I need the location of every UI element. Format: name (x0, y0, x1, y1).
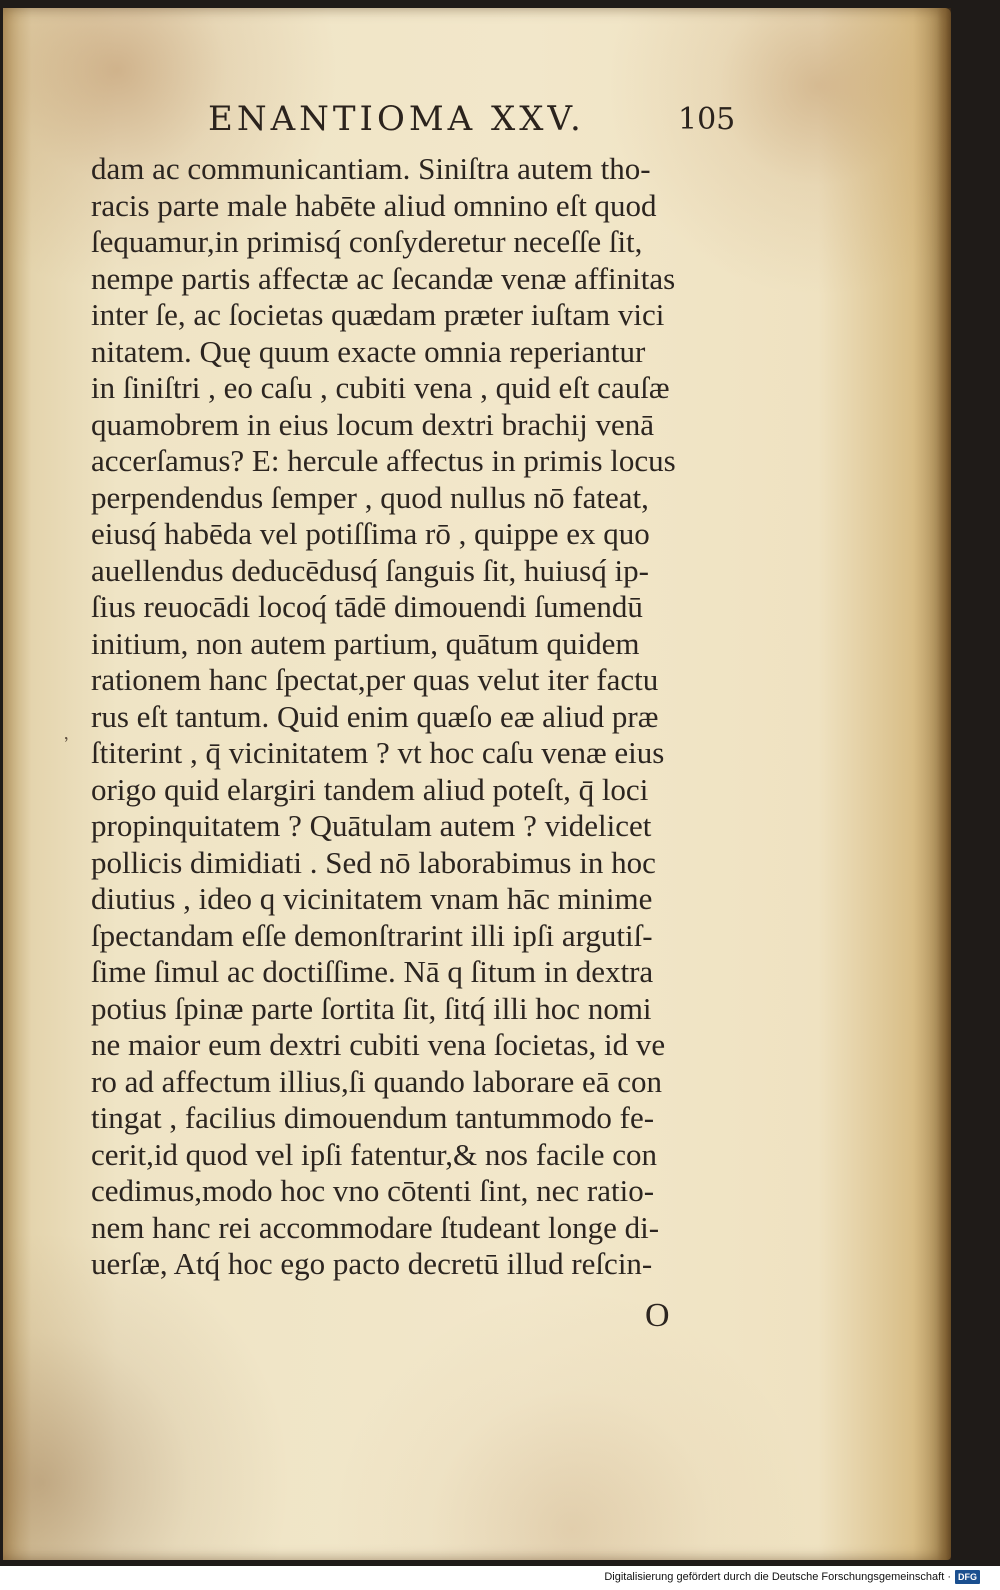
text-line-26: ro ad affectum illius,ſi quando laborare eā con (91, 1063, 662, 1099)
text-line-17: ſtiterint , q̄ vicinitatem ? vt hoc caſu venæ eius (91, 735, 665, 770)
text-line-19: propinquitatem ? Quātulam autem ? videlicet (91, 808, 652, 843)
text-line-24: potius ſpinæ parte ſortita ſit, ſitq́ illi hoc nomi (91, 990, 652, 1026)
text-line-3: ſequamur,in primisq́ conſyderetur neceſſe ſit, (91, 224, 643, 259)
digitization-credit: Digitalisierung gefördert durch die Deutsche Forschungsgemeinschaft · (604, 1571, 951, 1583)
digitization-footer (0, 1566, 1000, 1590)
text-line-7: in ſiniſtri , eo caſu , cubiti vena , quid eſt cauſæ (91, 370, 670, 405)
text-line-25: ne maior eum dextri cubiti vena ſocietas, id ve (91, 1027, 666, 1062)
catchword: O (645, 1297, 670, 1334)
text-line-14: initium, non autem partium, quātum quidem (91, 625, 640, 661)
text-line-18: origo quid elargiri tandem aliud poteſt, q̄ loci (91, 771, 649, 807)
text-line-15: rationem hanc ſpectat,per quas velut iter factu (91, 662, 659, 697)
dfg-logo-icon: DFG (955, 1570, 980, 1584)
text-line-30: nem hanc rei accommodare ſtudeant longe di- (91, 1209, 660, 1245)
text-line-20: pollicis dimidiati . Sed nō laborabimus in hoc (91, 844, 656, 880)
page-body-text (91, 151, 781, 1283)
text-line-4: nempe partis affectæ ac ſecandæ venæ affinitas (91, 260, 676, 296)
margin-mark: , (61, 722, 70, 744)
text-line-23: ſime ſimul ac doctiſſime. Nā q ſitum in dextra (91, 954, 654, 989)
text-line-6: nitatem. Quę quum exacte omnia reperiantur (91, 333, 646, 369)
text-line-31: uerſæ, Atq́ hoc ego pacto decretū illud reſcin- (91, 1246, 653, 1281)
page-number: 105 (678, 102, 736, 137)
text-line-28: cerit,id quod vel ipſi fatentur,& nos facile con (91, 1136, 658, 1172)
text-line-2: racis parte male habēte aliud omnino eſt quod (91, 187, 657, 223)
text-line-16: rus eſt tantum. Quid enim quæſo eæ aliud præ (91, 698, 659, 734)
running-header (208, 98, 768, 140)
text-line-29: cedimus,modo hoc vno cōtenti ſint, nec ratio- (91, 1173, 655, 1208)
text-line-8: quamobrem in eius locum dextri brachij venā (91, 406, 654, 442)
text-line-9: accerſamus? E: hercule affectus in primis locus (91, 443, 676, 478)
text-line-22: ſpectandam eſſe demonſtrarint illi ipſi argutiſ- (91, 917, 653, 953)
text-line-5: inter ſe, ac ſocietas quædam præter iuſtam vici (91, 297, 665, 332)
text-line-12: auellendus deducēdusq́ ſanguis ſit, huiusq́ ip- (91, 552, 649, 588)
text-line-13: ſius reuocādi locoq́ tādē dimouendi ſumendū (91, 589, 643, 624)
paper-page (3, 8, 951, 1560)
text-line-10: perpendendus ſemper , quod nullus nō fateat, (91, 479, 649, 515)
text-line-1: dam ac communicantiam. Siniſtra autem tho- (91, 151, 651, 186)
running-title: ENANTIOMA XXV. (208, 99, 585, 139)
text-line-11: eiusq́ habēda vel potiſſima rō , quippe ex quo (91, 516, 650, 551)
page-edge-shadow (937, 8, 951, 1560)
text-line-21: diutius , ideo q vicinitatem vnam hāc minime (91, 881, 653, 916)
text-line-27: tingat , facilius dimouendum tantummodo fe- (91, 1100, 655, 1135)
